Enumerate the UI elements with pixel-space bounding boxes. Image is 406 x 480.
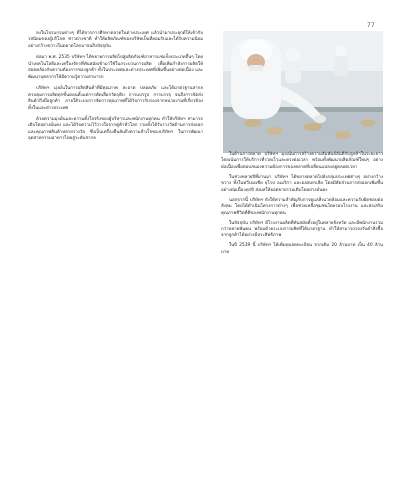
left-paragraph-1: ลงในโปรแกรมต่างๆ ที่ได้จากการศึกษาตลาดในต่างประเทศ แล้วนำมาประยุกต์ให้เข้ากับรสนิยมของผู้บริโภค ชาวต่างชาติ ทำให้ผลิตภัณฑ์ของบริษัทเป็นที่ยอมรับและได้รับความนิยม อย่างกว้างขวางในตลาดโลกมาจนถึงปัจจุบัน — [28, 31, 203, 49]
left-paragraph-4: ด้วยความมุ่งมั่นและความตั้งใจจริงของผู้บริหารและพนักงานทุกคน ทำให้บริษัทฯ สามารถเติบโตอย่างมั่นคง และได้รับความไว้วางใจจากคู่ค้าทั่วโลก รวมทั้งได้รับรางวัลด้านการส่งออกและคุณภาพสินค้าหลายรางวัล ซึ่งเป็นเครื่องยืนยันถึงความสำเร็จของบริษัทฯ ในการพัฒนาอุตสาหกรรมอาหารไทยสู่ระดับสากล — [28, 116, 203, 142]
right-paragraph-2: ในช่วงหลายปีที่ผ่านมา บริษัทฯ ได้ขยายตลาดไปยังกลุ่มประเทศต่างๆ อย่างกว้างขวาง ทั้งในทวีปเอเชีย ยุโรป อเมริกา และออสเตรเลีย โดยมีสัดส่วนการส่งออกเพิ่มขึ้นอย่างต่อเนื่องทุกปี ส่งผลให้ยอดขายรวมเติบโตอย่างมั่นคง — [221, 174, 383, 193]
right-paragraph-4: ในปัจจุบัน บริษัทฯ มีโรงงานผลิตที่ทันสมัยตั้งอยู่ในหลายจังหวัด และมีพนักงานรวมกว่าหลายพันคน พร้อมด้วยระบบการผลิตที่ได้มาตรฐาน ทำให้สามารถรองรับคำสั่งซื้อจากลูกค้าได้อย่างมีประสิทธิภาพ — [221, 220, 383, 239]
factory-worker-illustration — [223, 31, 383, 153]
right-paragraph-5: ในปี 2539 นี้ บริษัทฯ ได้เพิ่มทุนจดทะเบียน จากเดิม 20 ล้านบาท เป็น 40 ล้านบาท — [221, 243, 383, 255]
left-paragraph-3: บริษัทฯ มุ่งมั่นในการผลิตสินค้าที่มีคุณภาพ สะอาด ปลอดภัย และได้มาตรฐานสากล ควบคุมการผลิตทุกขั้นตอนตั้งแต่การคัดเลือกวัตถุดิบ การแปรรูป การบรรจุ จนถึงการจัดส่งสินค้าถึงมือลูกค้า ภายใต้ระบบการจัดการคุณภาพที่ได้รับการรับรองจากหน่วยงานที่เกี่ยวข้องทั้งในและต่างประเทศ — [28, 86, 203, 111]
right-text-column — [221, 152, 383, 260]
left-paragraph-2: ต่อมา พ.ศ. 2535 บริษัทฯ ได้ขยายการผลิตไปสู่ผลิตภัณฑ์อาหารแช่แข็งประเภทอื่นๆ โดยนำเทคโนโลยีและเครื่องจักรที่ทันสมัยเข้ามาใช้ในกระบวนการผลิต เพื่อเพิ่มกำลังการผลิตให้สอดคล้องกับความต้องการของลูกค้า ทั้งในประเทศและต่างประเทศที่เพิ่มขึ้นอย่างต่อเนื่อง และพัฒนาบุคลากรให้มีความรู้ความสามารถ — [28, 55, 203, 80]
right-paragraph-3: นอกจากนี้ บริษัทฯ ยังให้ความสำคัญกับการดูแลสิ่งแวดล้อมและความรับผิดชอบต่อสังคม โดยได้ดำเนินโครงการต่างๆ เพื่อช่วยเหลือชุมชนโดยรอบโรงงาน และส่งเสริมคุณภาพชีวิตที่ดีของพนักงานทุกคน — [221, 197, 383, 216]
left-text-column — [28, 31, 203, 148]
page-number: 77 — [367, 22, 375, 29]
right-paragraph-1: ในด้านการตลาด บริษัทฯ มุ่งเน้นการสร้างความสัมพันธ์อันดีกับลูกค้าในระยะยาว โดยเน้นการให้บริการที่รวดเร็วและตรงต่อเวลา พร้อมทั้งพัฒนาผลิตภัณฑ์ใหม่ๆ อย่างต่อเนื่องเพื่อตอบสนองความต้องการของตลาดที่เปลี่ยนแปลงอยู่ตลอดเวลา — [221, 152, 383, 170]
factory-worker-photo — [223, 31, 383, 153]
